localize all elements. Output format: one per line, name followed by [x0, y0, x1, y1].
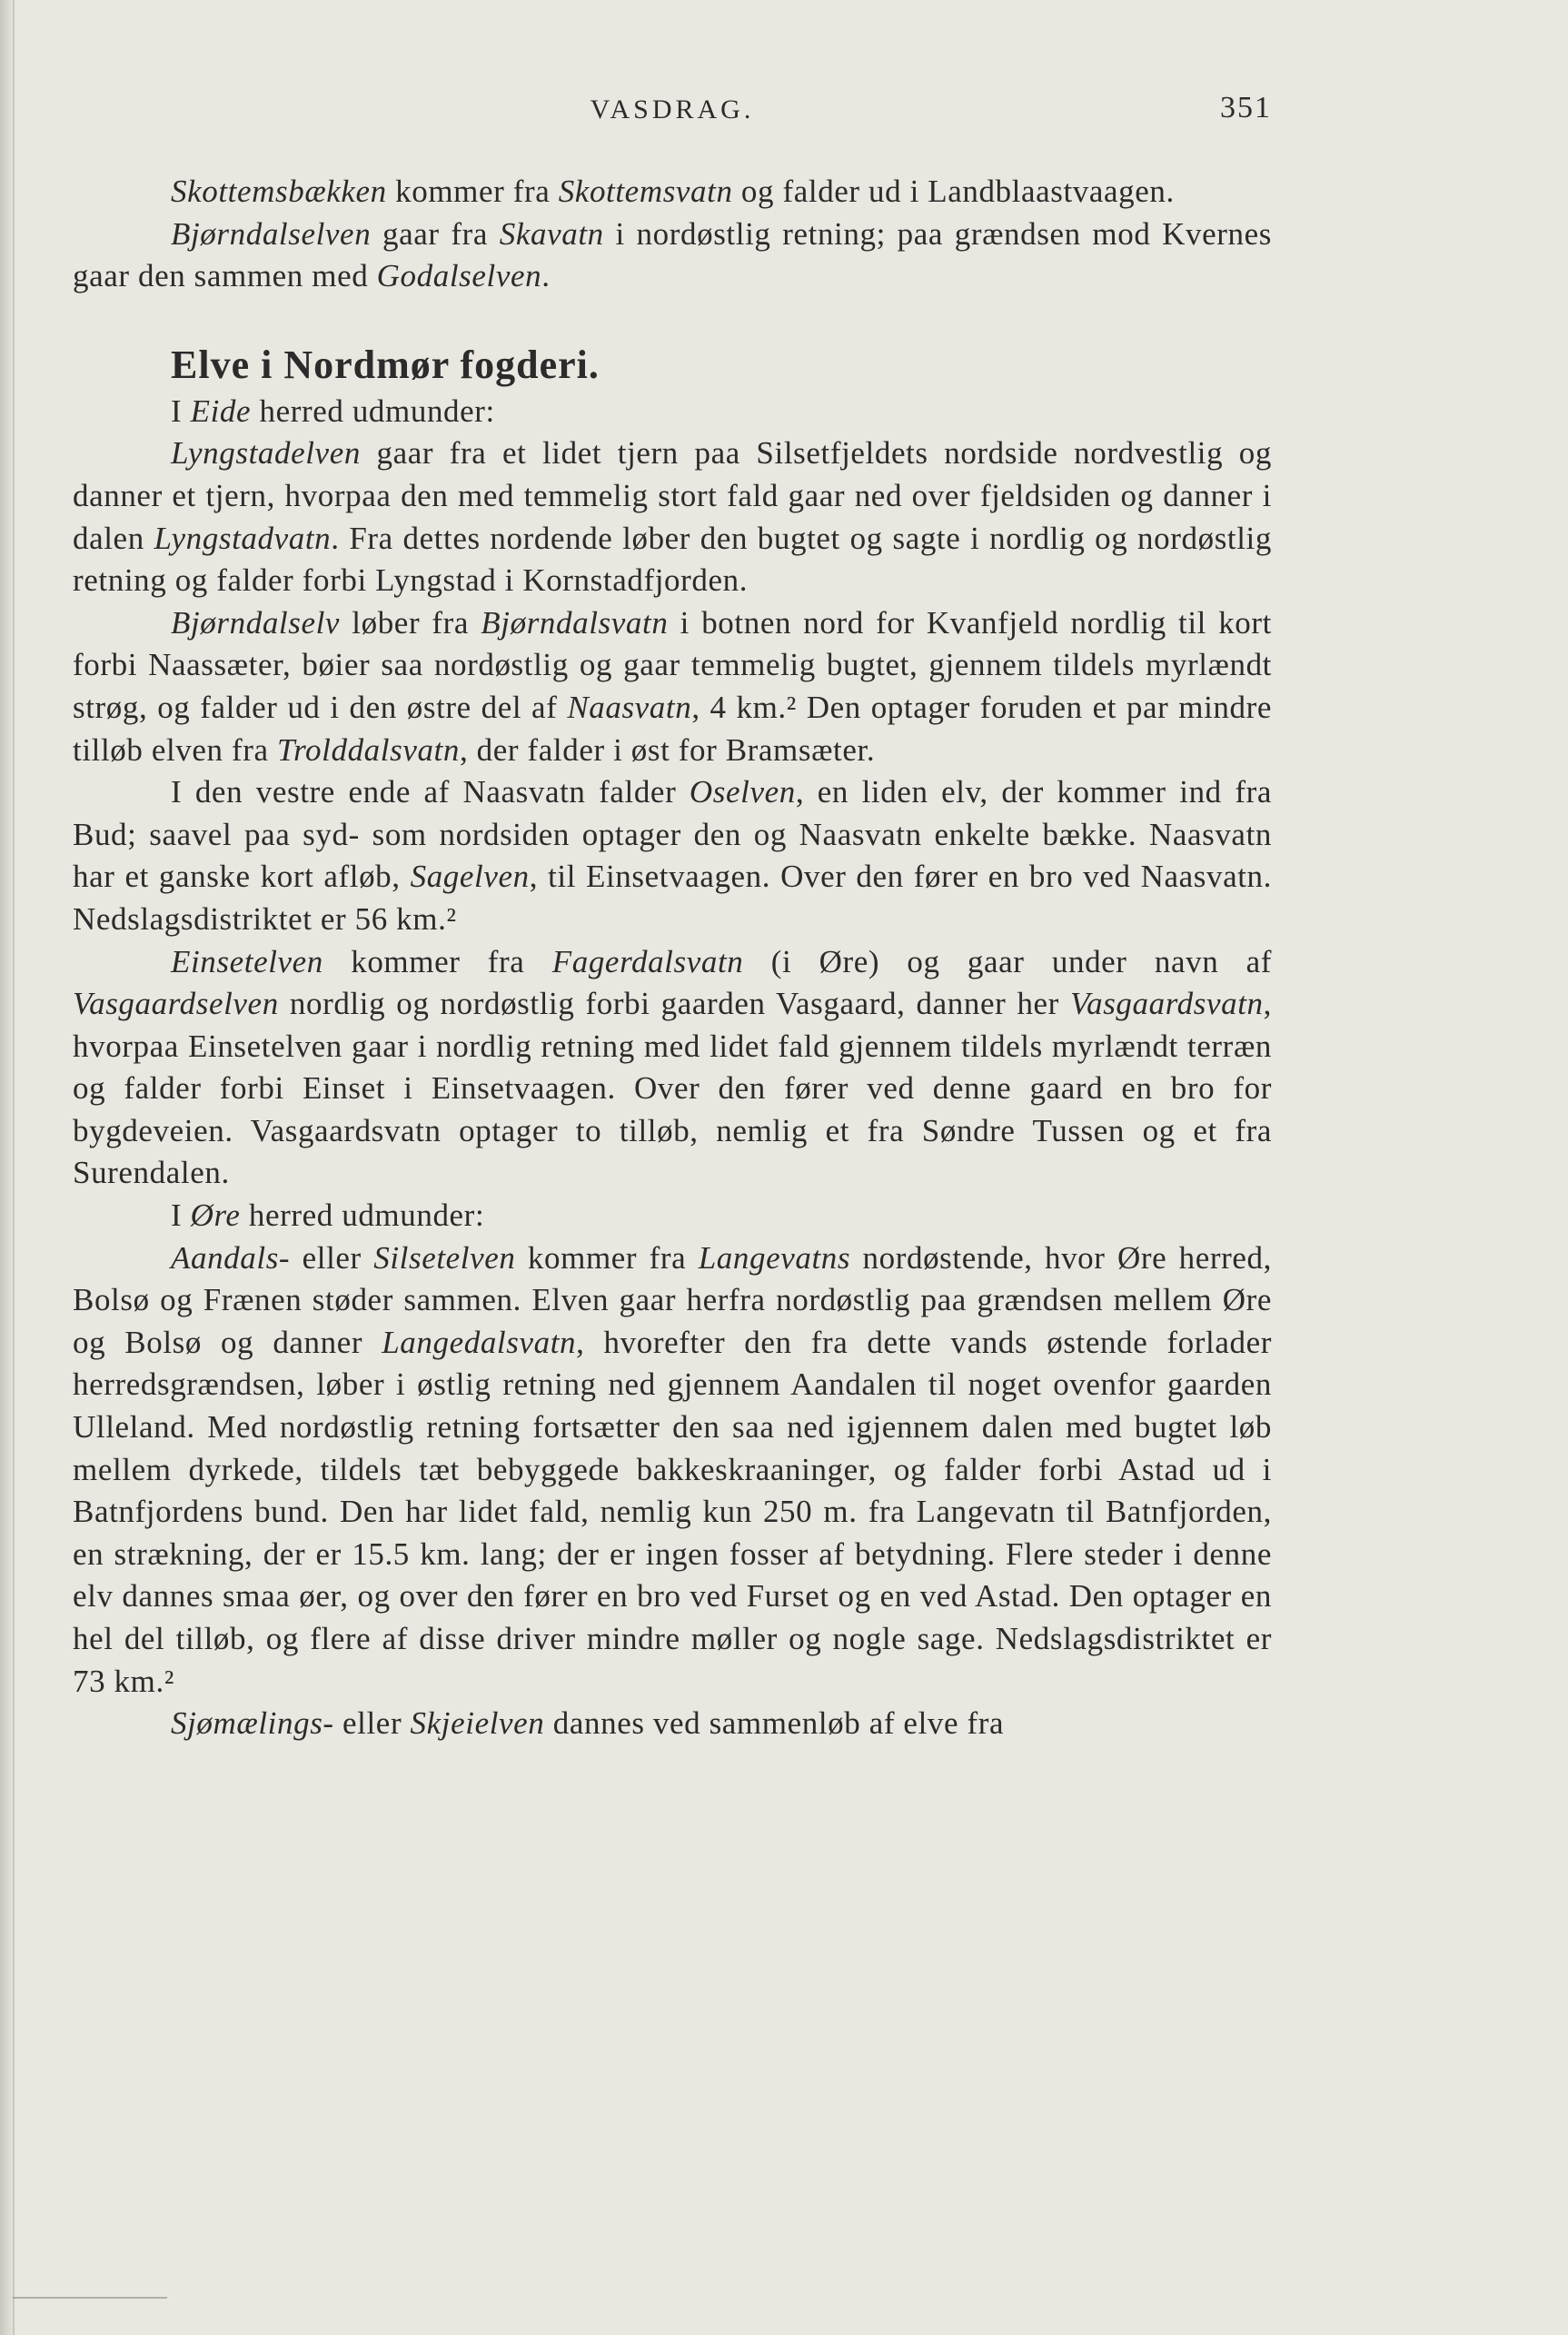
- italic-name: Bjørndalselv: [171, 604, 341, 641]
- italic-name: Sagelven: [410, 859, 530, 895]
- text-run: kommer fra: [515, 1239, 699, 1276]
- text-run: eller: [333, 1705, 411, 1742]
- page-number: 351: [1220, 91, 1272, 124]
- text-run: , hvorpaa Einsetelven gaar i nordlig retning med lidet fald gjennem tildels myrlændt terræn og falder forbi Einset i Einsetvaagen. Over den fører ved denne gaard en bro for bygdeveien. Vasgaardsvatn optager to tilløb, nemlig et fra Søndre Tussen og et fra Surendalen.: [73, 986, 1272, 1191]
- text-run: , til Einsetvaagen. Over den fører en bro ved Naasvatn. Nedslagsdistriktet er 56 km.²: [73, 859, 1272, 937]
- text-run: I: [171, 1197, 191, 1234]
- paragraph: [73, 432, 1272, 601]
- text-run: i nordøstlig retning; paa grændsen mod Kvernes gaar den sammen med: [73, 215, 1272, 294]
- italic-name: Lyngstadelven: [171, 435, 361, 472]
- italic-name: Bjørndalsvatn: [481, 604, 669, 641]
- italic-name: Vasgaardsvatn: [1070, 986, 1264, 1022]
- text-run: gaar fra: [371, 215, 500, 252]
- paragraph: [73, 771, 1272, 940]
- text-run: gaar fra et lidet tjern paa Silsetfjeldets nordside nordvestlig og danner et tjern, hvorpaa den med temmelig stort fald gaar ned over fjeldsiden og danner i dalen: [73, 435, 1272, 556]
- italic-name: Sjømælings-: [171, 1705, 334, 1742]
- italic-name: Fagerdalsvatn: [551, 943, 744, 979]
- text-run: og falder ud i Landblaastvaagen.: [732, 174, 1175, 209]
- text-run: i botnen nord for Kvanfjeld nordlig til kort forbi Naassæter, bøier saa nordøstlig og gaar temmelig bugtet, gjennem tildels myrlændt strøg, og falder ud i den østre del af: [73, 604, 1272, 725]
- text-run: herred udmunder:: [251, 392, 495, 429]
- italic-name: Langedalsvatn: [382, 1324, 577, 1360]
- text-run: nordlig og nordøstlig forbi gaarden Vasgaard, danner her: [278, 986, 1071, 1022]
- italic-name: Skjeielven: [410, 1705, 545, 1742]
- italic-name: Skottemsvatn: [558, 174, 733, 209]
- text-run: I: [171, 392, 191, 429]
- italic-name: Einsetelven: [171, 943, 323, 979]
- paragraph: [73, 1237, 1272, 1704]
- text-run: nordøstende, hvor Øre herred, Bolsø og Frænen støder sammen. Elven gaar herfra nordøstlig paa grændsen mellem Øre og Bolsø og danner: [73, 1239, 1273, 1360]
- bottom-rule: [13, 2297, 167, 2299]
- italic-name: Øre: [190, 1197, 241, 1234]
- text-run: , der falder i øst for Bramsæter.: [459, 731, 876, 768]
- text-run: herred udmunder:: [240, 1197, 485, 1234]
- paragraph: [73, 214, 1272, 298]
- italic-name: Bjørndalselven: [171, 215, 372, 252]
- page-body: [73, 171, 1272, 1745]
- paragraph: [73, 391, 1272, 433]
- paragraph: [73, 1703, 1272, 1745]
- text-run: dannes ved sammenløb af elve fra: [544, 1705, 1005, 1742]
- italic-name: Naasvatn: [567, 689, 692, 725]
- italic-name: Godalselven: [376, 258, 542, 294]
- page-header: [73, 91, 1272, 136]
- italic-name: Trolddalsvatn: [277, 731, 460, 768]
- text-run: , 4 km.² Den optager foruden et par mindre tilløb elven fra: [73, 689, 1273, 768]
- paragraph: [73, 941, 1272, 1196]
- text-run: , hvorefter den fra dette vands østende forlader herredsgrændsen, løber i østlig retning ned gjennem Aandalen til noget ovenfor gaarden Ulleland. Med nordøstlig retning fortsætter den saa ned igjennem dalen med bugtet løb mellem dyrkede, tildels tæt bebyggede bakkeskraaninger, og falder forbi Astad ud i Batnfjordens bund. Den har lidet fald, nemlig kun 250 m. fra Langevatn til Batnfjorden, en strækning, der er 15.5 km. lang; der er ingen fosser af betydning. Flere steder i denne elv dannes smaa øer, og over den fører en bro ved Furset og en ved Astad. Den optager en hel del tilløb, og flere af disse driver mindre møller og nogle sage. Nedslagsdistriktet er 73 km.²: [73, 1324, 1272, 1699]
- paragraph: [73, 1195, 1272, 1237]
- text-run: kommer fra: [323, 943, 552, 979]
- text-run: eller: [290, 1239, 374, 1276]
- text-run: I den vestre ende af Naasvatn falder: [171, 774, 690, 810]
- italic-name: Vasgaardselven: [73, 986, 279, 1022]
- text-run: (i Øre) og gaar under navn af: [743, 943, 1273, 979]
- running-head: VASDRAG.: [590, 94, 755, 124]
- italic-name: Eide: [190, 392, 252, 429]
- italic-name: Silsetelven: [373, 1239, 516, 1276]
- italic-name: Skavatn: [499, 215, 604, 252]
- text-run: . Fra dettes nordende løber den bugtet og sagte i nordlig og nordøstlig retning og falder forbi Lyngstad i Kornstadfjorden.: [73, 520, 1272, 599]
- paragraph: [73, 171, 1272, 214]
- italic-name: Skottemsbækken: [171, 174, 387, 209]
- italic-name: Langevatns: [698, 1239, 851, 1276]
- text-run: , en liden elv, der kommer ind fra Bud; saavel paa syd- som nordsiden optager den og Naasvatn enkelte bække. Naasvatn har et ganske kort afløb,: [73, 774, 1272, 895]
- page-edge-line: [13, 0, 15, 2335]
- text-run: .: [541, 258, 551, 294]
- section-heading: Elve i Nordmør fogderi.: [171, 342, 600, 387]
- paragraph: [73, 602, 1272, 771]
- italic-name: Lyngstadvatn: [154, 520, 332, 556]
- text-run: løber fra: [340, 604, 481, 641]
- italic-name: Oselven: [689, 774, 796, 810]
- text-run: kommer fra: [386, 174, 559, 209]
- italic-name: Aandals-: [171, 1239, 291, 1276]
- page-edge-shadow: [0, 0, 13, 2335]
